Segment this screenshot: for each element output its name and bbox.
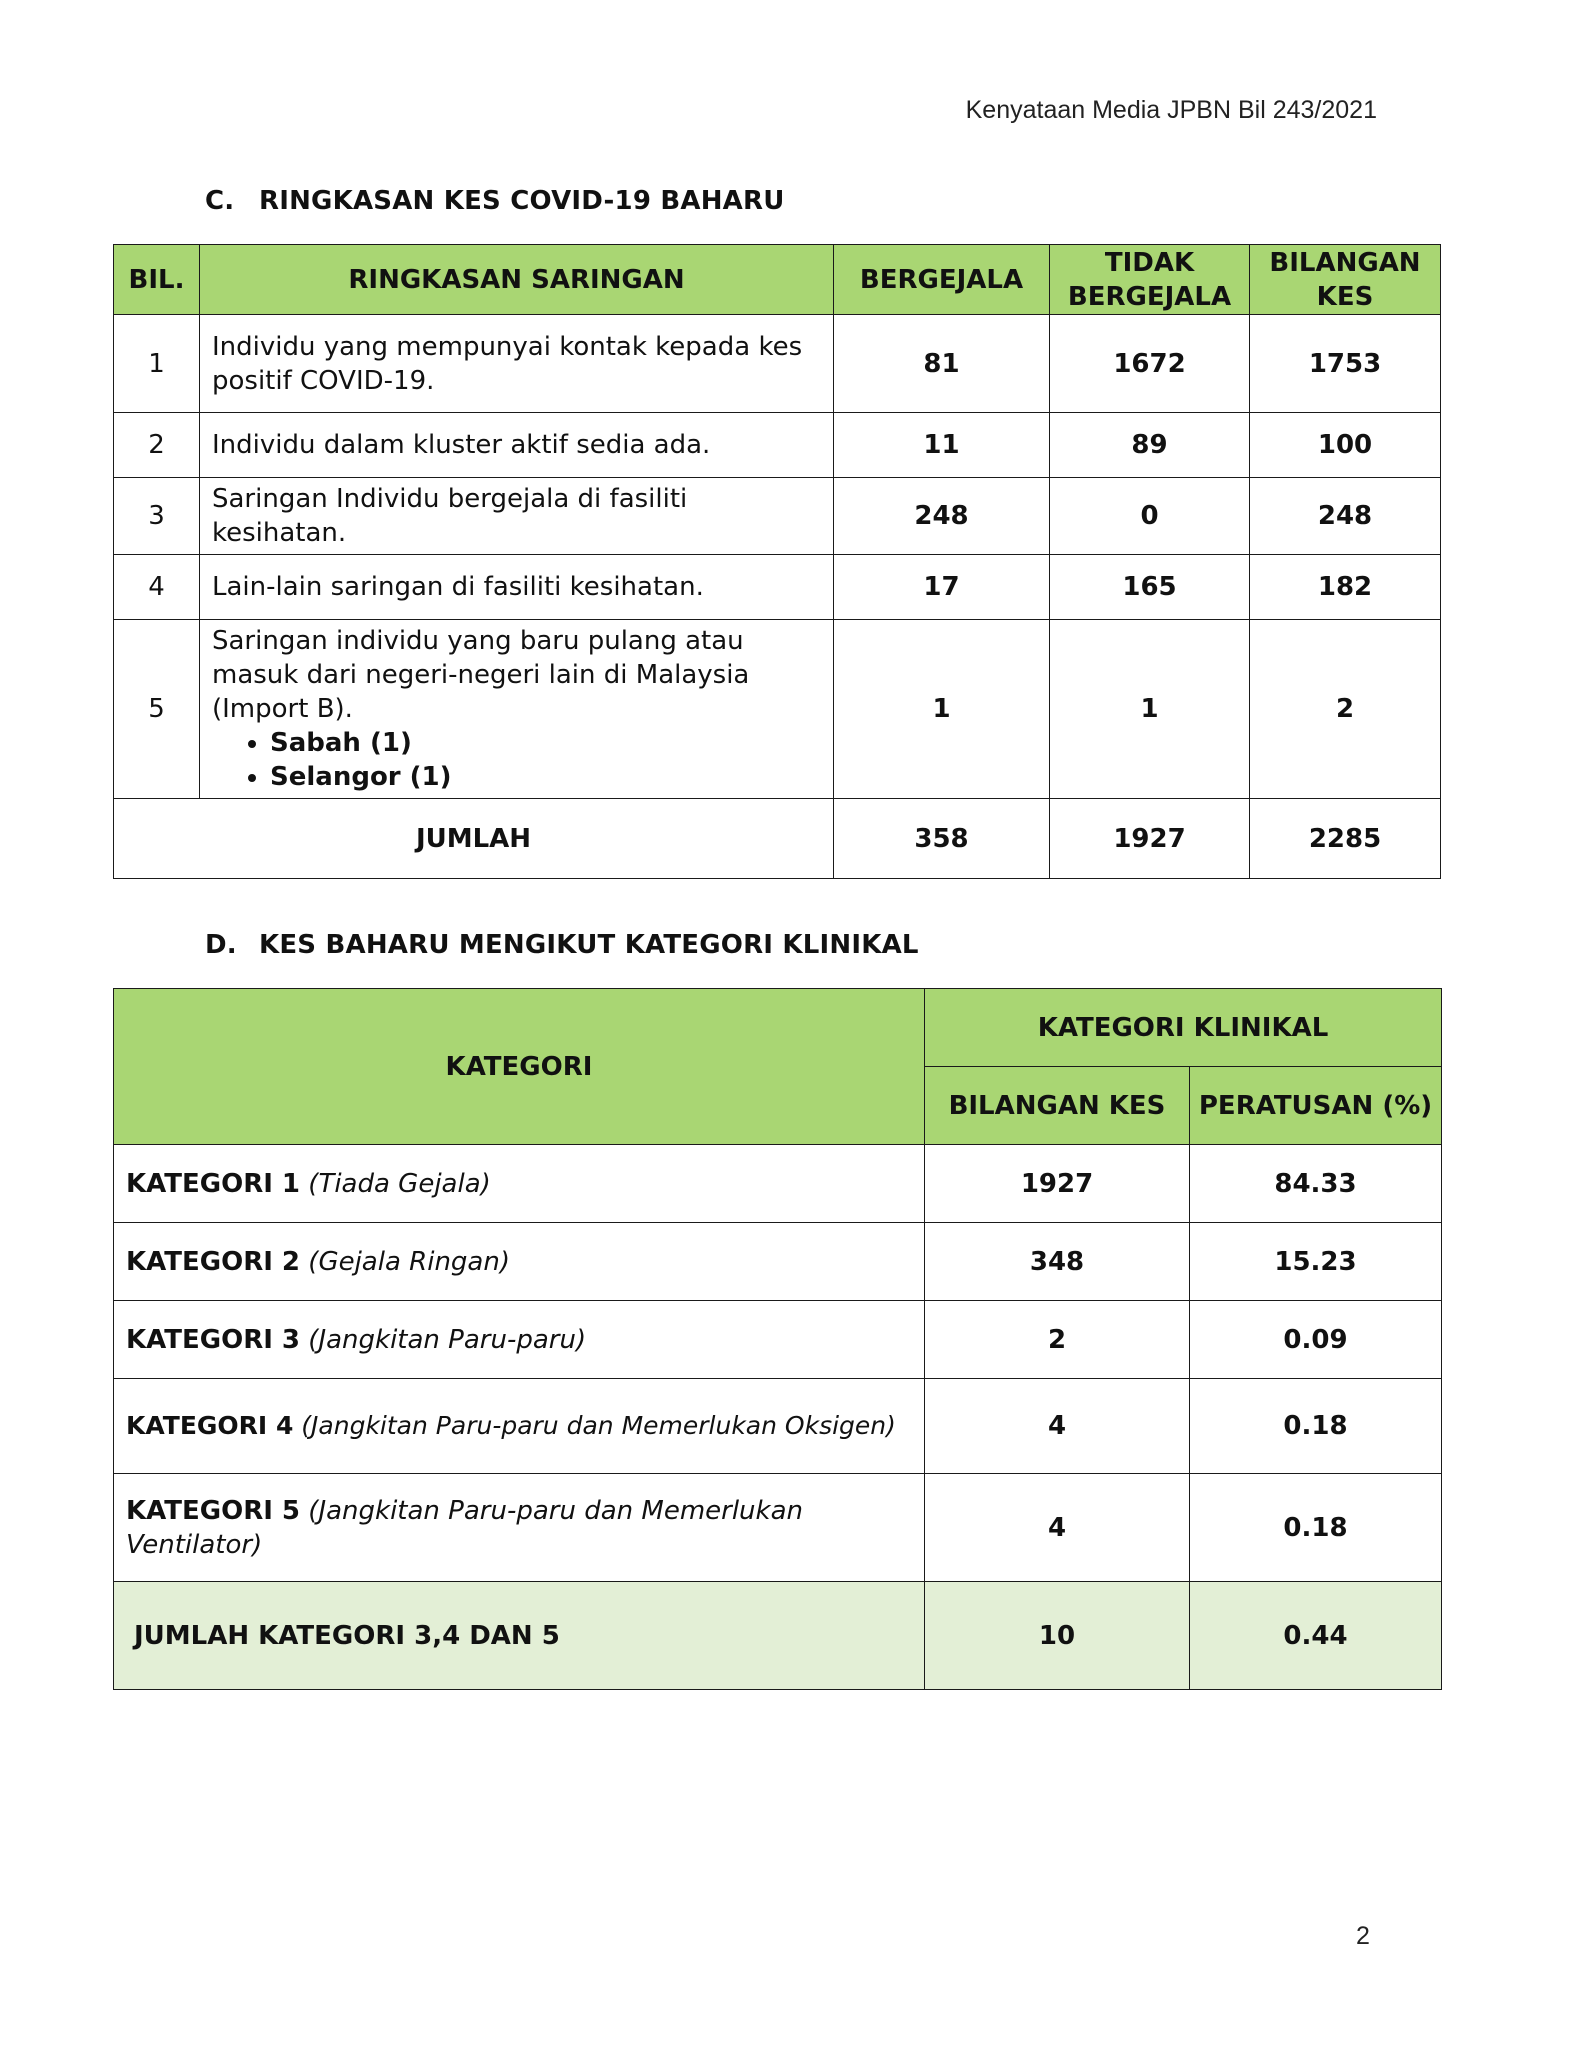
category-name: KATEGORI 4 xyxy=(126,1411,294,1440)
table-row xyxy=(114,1223,1442,1301)
row-bil: 5 xyxy=(114,620,200,799)
row-description: Saringan individu yang baru pulang atau masuk dari negeri-negeri lain di Malaysia (Import B). xyxy=(212,626,750,724)
category-name: KATEGORI 3 xyxy=(126,1324,301,1355)
category-description: (Jangkitan Paru-paru) xyxy=(308,1324,587,1355)
col-header-kategori-klinikal: KATEGORI KLINIKAL xyxy=(925,989,1442,1067)
row-description: Saringan Individu bergejala di fasiliti kesihatan. xyxy=(200,478,834,555)
list-item: • Selangor (1) xyxy=(270,760,821,794)
section-d-letter: D. xyxy=(205,930,237,960)
row-bilangan-kes: 4 xyxy=(925,1379,1190,1474)
category-cell xyxy=(114,1474,925,1582)
row-peratusan: 15.23 xyxy=(1190,1223,1442,1301)
category-cell xyxy=(114,1223,925,1301)
total-tidak-bergejala: 1927 xyxy=(1050,799,1250,879)
col-header-bilangan-kes: BILANGAN KES xyxy=(1250,245,1441,315)
document-reference: Kenyataan Media JPBN Bil 243/2021 xyxy=(965,96,1377,124)
table-row xyxy=(114,555,1441,620)
table-row xyxy=(114,478,1441,555)
category-name: KATEGORI 5 xyxy=(126,1495,301,1526)
table-row xyxy=(114,1301,1442,1379)
row-bergejala: 81 xyxy=(834,315,1050,413)
total-bilangan-kes: 2285 xyxy=(1250,799,1441,879)
row-bilangan-kes: 348 xyxy=(925,1223,1190,1301)
total-label: JUMLAH KATEGORI 3,4 DAN 5 xyxy=(114,1582,925,1690)
clinical-category-table xyxy=(113,988,1442,1690)
row-description-cell xyxy=(200,620,834,799)
table-row xyxy=(114,315,1441,413)
row-bergejala: 17 xyxy=(834,555,1050,620)
col-header-ringkasan: RINGKASAN SARINGAN xyxy=(200,245,834,315)
import-states-list xyxy=(212,726,821,794)
category-description: (Jangkitan Paru-paru dan Memerlukan Oksigen) xyxy=(301,1411,896,1440)
row-bilangan-kes: 4 xyxy=(925,1474,1190,1582)
col-header-bergejala: BERGEJALA xyxy=(834,245,1050,315)
row-peratusan: 0.18 xyxy=(1190,1474,1442,1582)
category-name: KATEGORI 1 xyxy=(126,1168,301,1199)
col-header-peratusan: PERATUSAN (%) xyxy=(1190,1067,1442,1145)
section-d-title xyxy=(205,930,919,960)
row-bilangan-kes: 100 xyxy=(1250,413,1441,478)
category-cell xyxy=(114,1145,925,1223)
row-tidak-bergejala: 165 xyxy=(1050,555,1250,620)
section-d-heading: KES BAHARU MENGIKUT KATEGORI KLINIKAL xyxy=(259,930,919,960)
table-row xyxy=(114,620,1441,799)
row-description: Individu dalam kluster aktif sedia ada. xyxy=(200,413,834,478)
list-item: • Sabah (1) xyxy=(270,726,821,760)
row-peratusan: 84.33 xyxy=(1190,1145,1442,1223)
row-bil: 3 xyxy=(114,478,200,555)
total-row xyxy=(114,1582,1442,1690)
row-bergejala: 248 xyxy=(834,478,1050,555)
row-description: Individu yang mempunyai kontak kepada kes positif COVID-19. xyxy=(200,315,834,413)
total-label: JUMLAH xyxy=(114,799,834,879)
row-tidak-bergejala: 1 xyxy=(1050,620,1250,799)
table-row xyxy=(114,1474,1442,1582)
col-header-bilangan-kes: BILANGAN KES xyxy=(925,1067,1190,1145)
category-description: (Tiada Gejala) xyxy=(308,1168,491,1199)
section-c-heading: RINGKASAN KES COVID-19 BAHARU xyxy=(259,186,785,216)
row-bilangan-kes: 182 xyxy=(1250,555,1441,620)
category-cell xyxy=(114,1379,925,1474)
col-header-tidak-bergejala: TIDAK BERGEJALA xyxy=(1050,245,1250,315)
category-cell xyxy=(114,1301,925,1379)
row-tidak-bergejala: 1672 xyxy=(1050,315,1250,413)
page-number: 2 xyxy=(1356,1922,1370,1950)
row-bil: 2 xyxy=(114,413,200,478)
row-bilangan-kes: 1927 xyxy=(925,1145,1190,1223)
row-bilangan-kes: 2 xyxy=(925,1301,1190,1379)
total-peratusan: 0.44 xyxy=(1190,1582,1442,1690)
row-bil: 4 xyxy=(114,555,200,620)
table-row xyxy=(114,1379,1442,1474)
section-c-letter: C. xyxy=(205,186,235,216)
row-peratusan: 0.18 xyxy=(1190,1379,1442,1474)
total-row xyxy=(114,799,1441,879)
row-bergejala: 1 xyxy=(834,620,1050,799)
table-row xyxy=(114,413,1441,478)
col-header-bil: BIL. xyxy=(114,245,200,315)
category-name: KATEGORI 2 xyxy=(126,1246,301,1277)
row-bergejala: 11 xyxy=(834,413,1050,478)
row-bilangan-kes: 248 xyxy=(1250,478,1441,555)
row-tidak-bergejala: 0 xyxy=(1050,478,1250,555)
section-c-title xyxy=(205,186,785,216)
table-header-row xyxy=(114,245,1441,315)
total-bilangan-kes: 10 xyxy=(925,1582,1190,1690)
covid-summary-table xyxy=(113,244,1441,879)
row-bilangan-kes: 2 xyxy=(1250,620,1441,799)
row-tidak-bergejala: 89 xyxy=(1050,413,1250,478)
total-bergejala: 358 xyxy=(834,799,1050,879)
row-bilangan-kes: 1753 xyxy=(1250,315,1441,413)
category-description: (Jangkitan Paru-paru dan Memerlukan Ventilator) xyxy=(126,1495,803,1560)
table-header-row xyxy=(114,989,1442,1067)
row-description: Lain-lain saringan di fasiliti kesihatan. xyxy=(200,555,834,620)
row-peratusan: 0.09 xyxy=(1190,1301,1442,1379)
category-description: (Gejala Ringan) xyxy=(308,1246,510,1277)
table-row xyxy=(114,1145,1442,1223)
row-bil: 1 xyxy=(114,315,200,413)
col-header-kategori: KATEGORI xyxy=(114,989,925,1145)
